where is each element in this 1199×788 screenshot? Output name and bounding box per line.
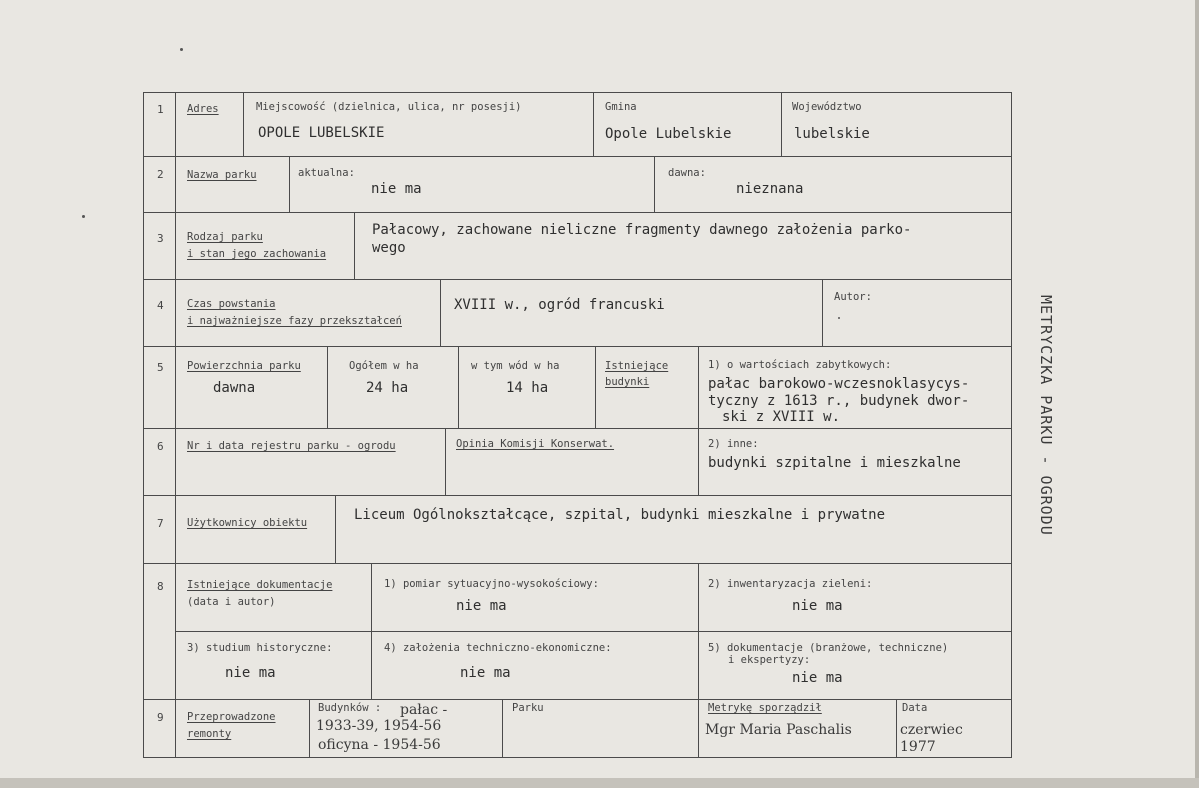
address-label-cell: [175, 92, 244, 157]
renovations-label-line1: Przeprowadzone: [187, 711, 276, 723]
survey-cell: [371, 563, 699, 632]
users-label: Użytkownicy obiektu: [187, 517, 308, 529]
row-number: 3: [157, 232, 164, 245]
date-value-line1: czerwiec: [900, 722, 963, 738]
buildings-label-line2: budynki: [605, 376, 650, 388]
current-name-label: aktualna:: [298, 167, 355, 179]
author-cell: [822, 279, 1012, 347]
creation-time-value-cell: [440, 279, 823, 347]
other-buildings-label: 2) inne:: [708, 438, 759, 450]
buildings-renovations-line1: pałac -: [400, 702, 448, 718]
survey-value: nie ma: [456, 598, 507, 614]
total-area-label: Ogółem w ha: [349, 360, 419, 372]
historic-buildings-line2: tyczny z 1613 r., budynek dwor-: [708, 393, 970, 409]
renovations-label-line2: remonty: [187, 728, 232, 740]
row-number-cell: [143, 156, 176, 213]
creation-time-label-cell: [175, 279, 441, 347]
date-label: Data: [902, 702, 928, 714]
paper-speck: [838, 317, 840, 319]
register-label: Nr i data rejestru parku - ogrodu: [187, 440, 396, 452]
water-area-value: 14 ha: [506, 380, 549, 396]
buildings-label-line1: Istniejące: [605, 360, 669, 372]
locality-value: OPOLE LUBELSKIE: [258, 125, 385, 141]
technical-documentation-value: nie ma: [792, 670, 843, 686]
documentation-label-line2: (data i autor): [187, 596, 276, 608]
paper-speck: [180, 48, 183, 51]
current-name-value: nie ma: [371, 181, 422, 197]
users-value-cell: [335, 495, 1012, 564]
paper-speck: [82, 215, 85, 218]
row-number: 2: [157, 168, 164, 181]
commission-opinion-label: Opinia Komisji Konserwat.: [456, 438, 615, 450]
park-type-label-cell: [175, 212, 355, 280]
row-number-cell: [143, 428, 176, 496]
park-type-label-line1: Rodzaj parku: [187, 231, 263, 243]
page-edge-right: [1195, 0, 1199, 788]
historical-study-label: 3) studium historyczne:: [187, 642, 333, 654]
creation-time-label-line1: Czas powstania: [187, 298, 276, 310]
park-type-value-line1: Pałacowy, zachowane nieliczne fragmenty dawnego założenia parko-: [372, 222, 912, 238]
voivodeship-label: Województwo: [792, 101, 862, 113]
date-value-line2: 1977: [900, 739, 936, 755]
locality-label: Miejscowość (dzielnica, ulica, nr posesji): [256, 101, 522, 113]
former-name-label: dawna:: [668, 167, 706, 179]
area-label: Powierzchnia parku: [187, 360, 301, 372]
historical-study-value: nie ma: [225, 665, 276, 681]
former-name-value: nieznana: [736, 181, 804, 197]
buildings-renovations-label: Budynków :: [318, 702, 382, 714]
row-number-cell: [143, 279, 176, 347]
users-value: Liceum Ogólnokształcące, szpital, budynki mieszkalne i prywatne: [354, 507, 886, 523]
greenery-inventory-label: 2) inwentaryzacja zieleni:: [708, 578, 873, 590]
row-number: 6: [157, 440, 164, 453]
technical-assumptions-label: 4) założenia techniczno-ekonomiczne:: [384, 642, 612, 654]
park-renovations-label: Parku: [512, 702, 544, 714]
creation-time-label-line2: i najważniejsze fazy przekształceń: [187, 315, 402, 327]
creation-time-value: XVIII w., ogród francuski: [454, 297, 665, 313]
park-type-value-line2: wego: [372, 240, 406, 256]
other-buildings-value: budynki szpitalne i mieszkalne: [708, 455, 961, 471]
address-label: Adres: [187, 103, 219, 115]
survey-label: 1) pomiar sytuacyjno-wysokościowy:: [384, 578, 599, 590]
park-name-label: Nazwa parku: [187, 169, 257, 181]
users-label-cell: [175, 495, 336, 564]
greenery-inventory-cell: [698, 563, 1012, 632]
buildings-renovations-line3: oficyna - 1954-56: [318, 737, 441, 753]
author-label: Autor:: [834, 291, 872, 303]
row-number: 8: [157, 580, 164, 593]
page-edge-bottom: [0, 778, 1199, 788]
historic-buildings-label: 1) o wartościach zabytkowych:: [708, 359, 892, 371]
historic-buildings-line3: ski z XVIII w.: [722, 409, 841, 425]
area-former-value: dawna: [213, 380, 256, 396]
current-name-cell: [289, 156, 655, 213]
greenery-inventory-value: nie ma: [792, 598, 843, 614]
row-number-cell: [143, 699, 176, 758]
row-number: 5: [157, 361, 164, 374]
voivodeship-value: lubelskie: [794, 126, 870, 142]
commune-label: Gmina: [605, 101, 637, 113]
row-number: 9: [157, 711, 164, 724]
historic-buildings-line1: pałac barokowo-wczesnoklasycys-: [708, 376, 970, 392]
documentation-label-line1: Istniejące dokumentacje: [187, 579, 333, 591]
former-name-cell: [654, 156, 1012, 213]
technical-documentation-label-line2: i ekspertyzy:: [728, 654, 811, 666]
row-number-cell: [143, 92, 176, 157]
water-area-label: w tym wód w ha: [471, 360, 560, 372]
park-name-label-cell: [175, 156, 290, 213]
commune-value: Opole Lubelskie: [605, 126, 732, 142]
row-number: 7: [157, 517, 164, 530]
row-number-cell: [143, 212, 176, 280]
side-title: METRYCZKA PARKU - OGRODU: [1037, 295, 1055, 536]
prepared-by-value: Mgr Maria Paschalis: [705, 722, 852, 738]
total-area-value: 24 ha: [366, 380, 409, 396]
prepared-by-label: Metrykę sporządził: [708, 702, 822, 714]
row-number: 1: [157, 103, 164, 116]
buildings-renovations-line2: 1933-39, 1954-56: [316, 718, 442, 734]
technical-assumptions-value: nie ma: [460, 665, 511, 681]
row-number: 4: [157, 299, 164, 312]
row-number-cell: [143, 346, 176, 429]
technical-documentation-label-line1: 5) dokumentacje (branżowe, techniczne): [708, 642, 949, 654]
register-cell: [175, 428, 446, 496]
park-type-label-line2: i stan jego zachowania: [187, 248, 327, 260]
